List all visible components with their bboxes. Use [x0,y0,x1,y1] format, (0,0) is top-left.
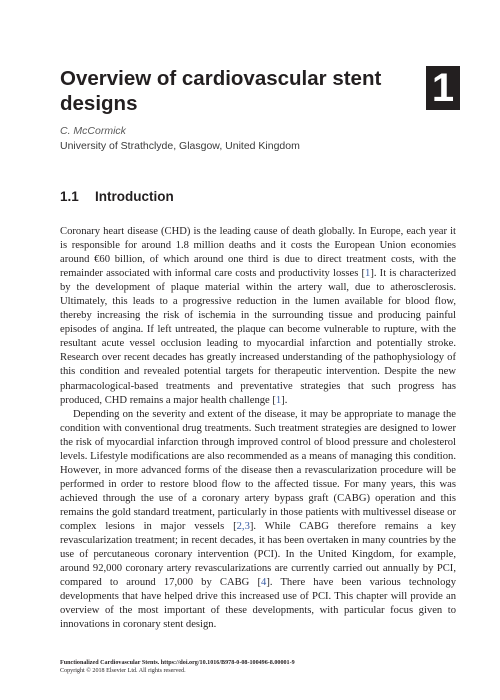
citation-link[interactable]: 1 [365,268,371,280]
paragraph-2 [60,408,456,633]
paragraph-text: Coronary heart disease (CHD) is the leading cause of death globally. In Europe, each year it is responsible for around 1.8 million deaths and it costs the European Union economies around €60 billion, of which around one third is due to direct treatment costs, with the remainder associated with informal care costs and productivity losses [ [60,226,456,280]
paragraph-1 [60,225,456,408]
citation-link[interactable]: 4 [261,577,267,589]
citation-link[interactable]: 1 [275,394,282,406]
author-name: C. McCormick [60,125,126,137]
section-heading [60,189,174,205]
body-text [60,225,456,632]
paragraph-text: ]. It is characterized by the development of plaque material within the artery wall, due to atherosclerosis. Ultimately, this leads to a progressive reduction in the lumen available for blood flow, thereby increasing the risk of ischemia in the surrounding tissue and producing painful episodes of angina. If left untreated, the plaque can become vulnerable to rupture, with the resultant acute vessel occlusion leading to myocardial infarction and potentially stroke. Research over recent decades has greatly increased understanding of the pathophysiology of this condition and revealed potential targets for therapeutic intervention. Despite the new pharmacological-based treatments and preventative strategies that such progress has produced, CHD remains a major health challenge [ [60,268,456,406]
paragraph-text: ]. While CABG therefore remains a key revascularization treatment; in recent decades, it has been overtaken in many countries by the use of percutaneous coronary intervention (PCI). In the United Kingdom, for example, around 92,000 coronary artery revascularizations are currently carried out annually by PCI, compared to around 17,000 by CABG [ [60,520,457,589]
paragraph-text: ]. There have been various technology developments that have helped drive this increased use of PCI. This chapter will provide an overview of the most important of these developments, with particular focus given to innovations in coronary stent design. [60,577,457,631]
section-number: 1.1 [60,189,79,204]
footer-copyright: Copyright © 2018 Elsevier Ltd. All rights reserved. [60,668,186,674]
section-title: Introduction [95,189,174,204]
footer-doi-line: Functionalized Cardiovascular Stents. https://doi.org/10.1016/B978-0-08-100496-8.00001-9 [60,660,295,666]
chapter-number-badge: 1 [426,66,460,110]
paragraph-text: ]. [281,394,288,406]
page-footer [60,659,295,675]
chapter-title: Overview of cardiovascular stent designs [60,67,382,115]
author-affiliation: University of Strathclyde, Glasgow, United Kingdom [60,140,300,152]
paragraph-text: Depending on the severity and extent of the disease, it may be appropriate to manage the condition with conventional drug treatments. Such treatment strategies are designed to lower the risk of myocardial infarction through improved control of blood pressure and cholesterol levels. Lifestyle modifications are also recommended as a means of managing this condition. However, in more advanced forms of the disease then a revascularization procedure will be performed in order to restore blood flow to the affected tissue. For many years, this was achieved through the use of a coronary artery bypass graft (CABG) operation and this remains the gold standard treatment, particularly in those patients with multivessel disease or complex lesions in major vessels [ [60,408,456,532]
citation-link[interactable]: 2,3 [236,520,250,532]
